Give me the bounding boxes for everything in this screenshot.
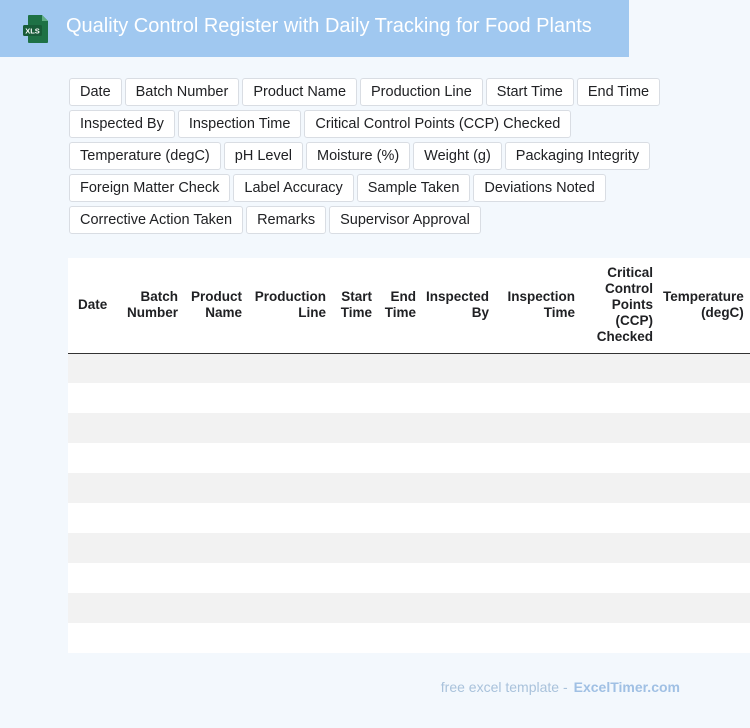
field-chip[interactable]: pH Level (224, 142, 303, 170)
table-cell[interactable] (184, 383, 248, 413)
table-row (68, 443, 750, 473)
register-table-container[interactable] (68, 258, 744, 653)
table-body (68, 353, 750, 653)
table-cell[interactable] (184, 443, 248, 473)
table-cell[interactable] (68, 413, 118, 443)
table-cell[interactable] (184, 563, 248, 593)
footer-prefix: free excel template - (440, 679, 568, 695)
table-cell[interactable] (118, 533, 184, 563)
table-cell[interactable] (248, 443, 332, 473)
table-cell[interactable] (68, 383, 118, 413)
table-cell[interactable] (332, 623, 378, 653)
table-cell[interactable] (332, 353, 378, 383)
table-cell[interactable] (248, 533, 332, 563)
table-cell[interactable] (332, 443, 378, 473)
table-cell[interactable] (581, 353, 659, 383)
table-cell[interactable] (581, 473, 659, 503)
field-chip[interactable]: Critical Control Points (CCP) Checked (304, 110, 571, 138)
column-header[interactable]: End Time (378, 258, 422, 353)
field-chip[interactable]: Inspected By (69, 110, 175, 138)
field-chip[interactable]: Sample Taken (357, 174, 471, 202)
footer (441, 679, 680, 695)
table-cell[interactable] (495, 533, 581, 563)
table-cell[interactable] (118, 413, 184, 443)
table-cell[interactable] (581, 503, 659, 533)
field-chip[interactable]: Product Name (242, 78, 357, 106)
table-cell[interactable] (378, 593, 422, 623)
table-cell[interactable] (422, 533, 495, 563)
table-cell[interactable] (378, 623, 422, 653)
table-cell[interactable] (184, 533, 248, 563)
table-cell[interactable] (659, 413, 750, 443)
table-cell[interactable] (118, 593, 184, 623)
table-cell[interactable] (118, 563, 184, 593)
table-cell[interactable] (659, 593, 750, 623)
table-cell[interactable] (184, 593, 248, 623)
table-cell[interactable] (422, 383, 495, 413)
table-cell[interactable] (68, 503, 118, 533)
table-cell[interactable] (248, 473, 332, 503)
table-cell[interactable] (581, 623, 659, 653)
column-header[interactable]: Temperature (degC) (659, 258, 750, 353)
column-header[interactable]: Inspection Time (495, 258, 581, 353)
table-row (68, 413, 750, 443)
table-cell[interactable] (495, 503, 581, 533)
table-cell[interactable] (495, 383, 581, 413)
table-cell[interactable] (248, 413, 332, 443)
table-cell[interactable] (332, 383, 378, 413)
table-cell[interactable] (495, 473, 581, 503)
register-table (68, 258, 750, 653)
field-chip-list (69, 78, 679, 234)
table-cell[interactable] (378, 503, 422, 533)
table-cell[interactable] (118, 353, 184, 383)
field-chip[interactable]: Start Time (486, 78, 574, 106)
table-cell[interactable] (68, 623, 118, 653)
table-cell[interactable] (422, 353, 495, 383)
table-cell[interactable] (378, 353, 422, 383)
table-row (68, 503, 750, 533)
column-header[interactable]: Date (68, 258, 118, 353)
table-cell[interactable] (118, 473, 184, 503)
field-chip[interactable]: Inspection Time (178, 110, 302, 138)
table-cell[interactable] (184, 413, 248, 443)
table-cell[interactable] (68, 353, 118, 383)
table-cell[interactable] (332, 593, 378, 623)
table-cell[interactable] (581, 443, 659, 473)
table-cell[interactable] (248, 623, 332, 653)
table-row (68, 473, 750, 503)
field-chip[interactable]: Production Line (360, 78, 483, 106)
table-cell[interactable] (659, 563, 750, 593)
table-cell[interactable] (184, 503, 248, 533)
table-cell[interactable] (378, 473, 422, 503)
table-row (68, 623, 750, 653)
table-cell[interactable] (332, 563, 378, 593)
page-title: Quality Control Register with Daily Tracking for Food Plants (66, 15, 592, 37)
table-row (68, 353, 750, 383)
table-cell[interactable] (248, 383, 332, 413)
table-cell[interactable] (495, 563, 581, 593)
column-header[interactable]: Batch Number (118, 258, 184, 353)
field-chip[interactable]: Foreign Matter Check (69, 174, 230, 202)
column-header[interactable]: Product Name (184, 258, 248, 353)
table-cell[interactable] (422, 413, 495, 443)
table-cell[interactable] (332, 413, 378, 443)
column-header[interactable]: Production Line (248, 258, 332, 353)
table-cell[interactable] (659, 533, 750, 563)
table-cell[interactable] (378, 443, 422, 473)
table-cell[interactable] (68, 563, 118, 593)
table-row (68, 593, 750, 623)
table-cell[interactable] (68, 533, 118, 563)
table-cell[interactable] (248, 563, 332, 593)
field-chip[interactable]: Weight (g) (413, 142, 502, 170)
table-cell[interactable] (659, 503, 750, 533)
column-header[interactable]: Inspected By (422, 258, 495, 353)
table-cell[interactable] (581, 563, 659, 593)
table-cell[interactable] (332, 503, 378, 533)
field-chip[interactable]: End Time (577, 78, 660, 106)
table-cell[interactable] (68, 473, 118, 503)
field-chip[interactable]: Packaging Integrity (505, 142, 650, 170)
table-cell[interactable] (659, 623, 750, 653)
field-chip[interactable]: Temperature (degC) (69, 142, 221, 170)
field-chip[interactable]: Supervisor Approval (329, 206, 481, 234)
table-cell[interactable] (422, 503, 495, 533)
table-cell[interactable] (68, 593, 118, 623)
table-row (68, 563, 750, 593)
column-header[interactable]: Critical Control Points (CCP) Checked (581, 258, 659, 353)
table-cell[interactable] (248, 503, 332, 533)
field-chip[interactable]: Deviations Noted (473, 174, 605, 202)
table-cell[interactable] (659, 353, 750, 383)
table-cell[interactable] (378, 383, 422, 413)
table-cell[interactable] (422, 443, 495, 473)
field-chip[interactable]: Moisture (%) (306, 142, 410, 170)
table-header-row (68, 258, 750, 353)
table-cell[interactable] (248, 593, 332, 623)
table-cell[interactable] (581, 533, 659, 563)
table-cell[interactable] (248, 353, 332, 383)
table-cell[interactable] (581, 413, 659, 443)
table-row (68, 383, 750, 413)
field-chip[interactable]: Batch Number (125, 78, 240, 106)
column-header[interactable]: Start Time (332, 258, 378, 353)
table-cell[interactable] (184, 623, 248, 653)
table-cell[interactable] (422, 623, 495, 653)
header-bar (0, 0, 629, 57)
table-row (68, 533, 750, 563)
table-cell[interactable] (495, 443, 581, 473)
table-cell[interactable] (581, 383, 659, 413)
table-cell[interactable] (118, 503, 184, 533)
table-cell[interactable] (378, 563, 422, 593)
field-chip[interactable]: Corrective Action Taken (69, 206, 243, 234)
table-cell[interactable] (581, 593, 659, 623)
table-cell[interactable] (422, 473, 495, 503)
field-chip[interactable]: Label Accuracy (233, 174, 353, 202)
table-cell[interactable] (495, 353, 581, 383)
table-cell[interactable] (118, 443, 184, 473)
xls-icon-label: XLS (25, 26, 40, 36)
table-cell[interactable] (495, 623, 581, 653)
footer-brand-link[interactable]: ExcelTimer.com (573, 679, 680, 695)
table-cell[interactable] (378, 413, 422, 443)
table-cell[interactable] (495, 593, 581, 623)
table-cell[interactable] (422, 563, 495, 593)
table-cell[interactable] (118, 623, 184, 653)
table-cell[interactable] (495, 413, 581, 443)
table-cell[interactable] (659, 473, 750, 503)
table-cell[interactable] (332, 473, 378, 503)
table-cell[interactable] (659, 443, 750, 473)
table-cell[interactable] (332, 533, 378, 563)
table-cell[interactable] (378, 533, 422, 563)
field-chip[interactable]: Date (69, 78, 122, 106)
table-cell[interactable] (184, 353, 248, 383)
table-cell[interactable] (68, 443, 118, 473)
table-cell[interactable] (659, 383, 750, 413)
table-cell[interactable] (422, 593, 495, 623)
xls-file-icon (21, 14, 51, 44)
field-chip[interactable]: Remarks (246, 206, 326, 234)
table-cell[interactable] (184, 473, 248, 503)
table-cell[interactable] (118, 383, 184, 413)
